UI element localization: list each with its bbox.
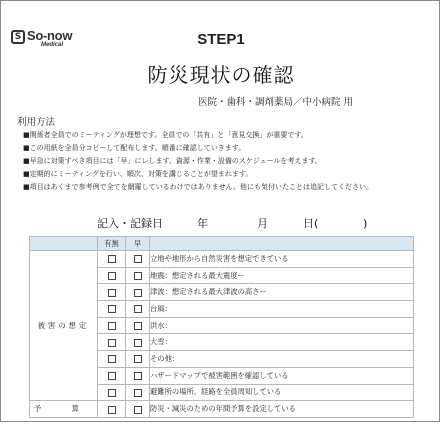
header-item <box>150 237 414 251</box>
early-checkbox[interactable] <box>134 272 142 280</box>
brand-sub: Medical <box>41 42 64 48</box>
usage-heading: 利用方法 <box>17 117 56 128</box>
item-text: 津波：想定される最大津波の高さー <box>150 284 414 301</box>
yes-no-checkbox[interactable] <box>108 322 116 330</box>
early-checkbox[interactable] <box>134 389 142 397</box>
early-checkbox[interactable] <box>134 305 142 313</box>
usage-note: ■定期的にミーティングを行い、順次、対策を講じることが望まれます。 <box>23 170 253 178</box>
usage-note: ■早急に対策すべき項目には「早」にレします。資源・作業・設備のスケジュールを考えます。 <box>23 157 322 165</box>
record-year-field[interactable]: 年 <box>197 217 208 230</box>
usage-notes <box>23 129 373 194</box>
record-date-label: 記入・記録日 <box>97 217 163 230</box>
step-label: STEP1 <box>197 31 245 48</box>
yes-no-checkbox[interactable] <box>108 272 116 280</box>
table-header-row <box>30 237 414 251</box>
early-checkbox[interactable] <box>134 339 142 347</box>
item-text: ハザードマップで被害範囲を確認している <box>150 367 414 384</box>
item-text: 洪水： <box>150 317 414 334</box>
early-checkbox[interactable] <box>134 289 142 297</box>
page-subtitle: 医院・歯科・調剤薬局／中小病院 用 <box>197 97 353 108</box>
table-row <box>30 251 414 268</box>
yes-no-checkbox[interactable] <box>108 289 116 297</box>
early-checkbox[interactable] <box>134 255 142 263</box>
category-damage: 被害の想定 <box>30 251 98 401</box>
record-date-row <box>97 215 367 231</box>
category-budget: 予 算 <box>30 401 98 418</box>
usage-note: ■関係者全員でのミーティングが理想です。全員での「共有」と「意見交換」が重要です。 <box>23 131 308 139</box>
early-checkbox[interactable] <box>134 406 142 414</box>
usage-note: ■項目はあくまで参考例で全てを網羅しているわけではありません。他にも気付いたことは追記してください。 <box>23 183 374 191</box>
header-yes-no: 有無 <box>98 237 126 251</box>
early-checkbox[interactable] <box>134 372 142 380</box>
record-date-close: ) <box>363 217 368 230</box>
item-text: 防災・減災のための年間予算を設定している <box>150 401 414 418</box>
brand-name: So-now <box>27 28 73 43</box>
usage-note: ■この用紙を全員分コピーして配布します。順番に確認していきます。 <box>23 144 246 152</box>
brand-mark-icon: S <box>11 30 25 44</box>
yes-no-checkbox[interactable] <box>108 305 116 313</box>
page-title: 防災現状の確認 <box>147 63 295 87</box>
yes-no-checkbox[interactable] <box>108 389 116 397</box>
yes-no-checkbox[interactable] <box>108 255 116 263</box>
item-text: 地震：想定される最大震度ー <box>150 267 414 284</box>
header-early: 早 <box>126 237 150 251</box>
record-day-field[interactable]: 日( <box>303 217 319 230</box>
header-category <box>30 237 98 251</box>
item-text: 大雪： <box>150 334 414 351</box>
item-text: 台風： <box>150 301 414 318</box>
early-checkbox[interactable] <box>134 322 142 330</box>
item-text: その他： <box>150 351 414 368</box>
early-checkbox[interactable] <box>134 355 142 363</box>
item-text: 立地や地形から自然災害を想定できている <box>150 251 414 268</box>
yes-no-checkbox[interactable] <box>108 372 116 380</box>
yes-no-checkbox[interactable] <box>108 406 116 414</box>
item-text: 避難所の場所、経路を全員周知している <box>150 384 414 401</box>
record-month-field[interactable]: 月 <box>257 217 268 230</box>
checklist-table <box>29 236 414 418</box>
yes-no-checkbox[interactable] <box>108 339 116 347</box>
table-row <box>30 401 414 418</box>
yes-no-checkbox[interactable] <box>108 355 116 363</box>
